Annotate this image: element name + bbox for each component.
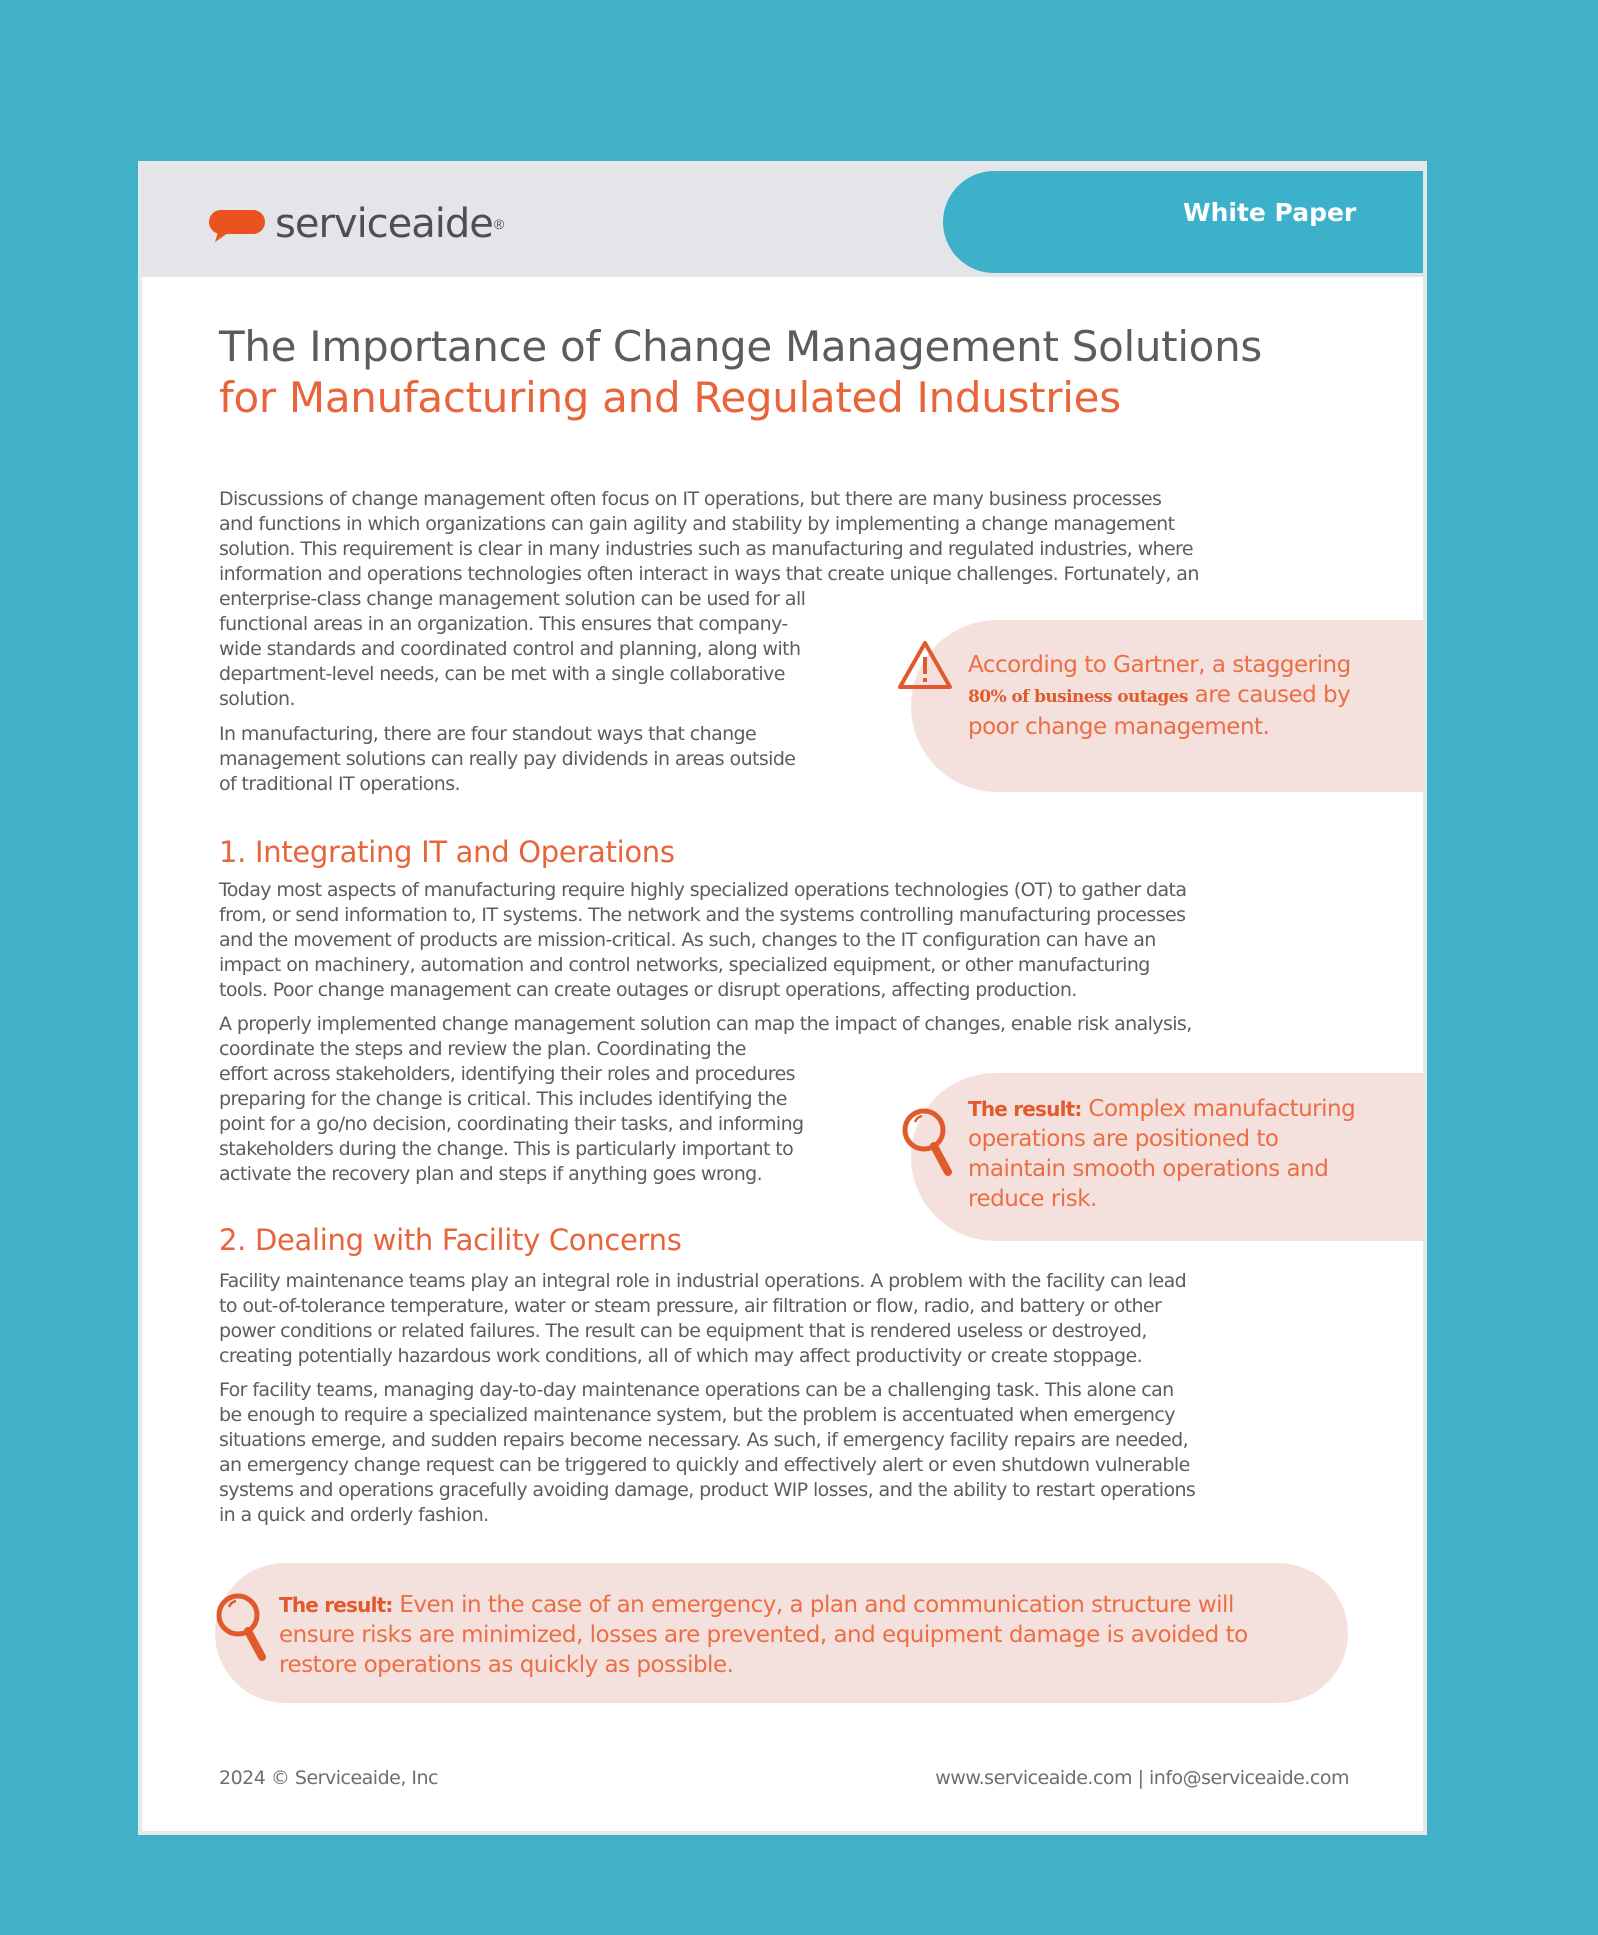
text-line: Today most aspects of manufacturing require highly specialized operations technologies (OT) to gather data [219,879,1187,901]
page-header [142,165,1423,277]
text-line: in a quick and orderly fashion. [219,1504,489,1526]
callout-line-rest: Complex manufacturing [1081,1096,1356,1122]
text-line: to out-of-tolerance temperature, water or steam pressure, air filtration or flow, radio, and battery or other [219,1295,1162,1317]
text-line: and the movement of products are mission-critical. As such, changes to the IT configuration can have an [219,929,1156,951]
text-line: and functions in which organizations can gain agility and stability by implementing a change management [219,513,1175,535]
section-1-paragraph-1 [219,878,1186,1003]
text-line: be enough to require a specialized maintenance system, but the problem is accentuated when emergency [219,1404,1175,1426]
text-line: activate the recovery plan and steps if anything goes wrong. [219,1163,763,1185]
text-line: For facility teams, managing day-to-day maintenance operations can be a challenging task. This alone can [219,1379,1174,1401]
text-line: management solutions can really pay dividends in areas outside [219,748,796,770]
gartner-callout-text [968,650,1351,742]
footer-copyright: 2024 © Serviceaide, Inc [219,1767,438,1789]
result-label: The result: [279,1593,393,1617]
logo-wordmark: serviceaide [275,201,493,247]
text-line: effort across stakeholders, identifying their roles and procedures [219,1063,795,1085]
text-line: systems and operations gracefully avoiding damage, product WIP losses, and the ability to restart operations [219,1479,1196,1501]
footer-contact: www.serviceaide.com | info@serviceaide.com [935,1767,1349,1789]
text-line: wide standards and coordinated control and planning, along with [219,638,801,660]
text-line: an emergency change request can be triggered to quickly and effectively alert or even shutdown vulnerable [219,1454,1190,1476]
badge-label: White Paper [1183,198,1357,227]
text-line: tools. Poor change management can create outages or disrupt operations, affecting production. [219,979,1077,1001]
white-paper-page [138,161,1427,1835]
magnifier-icon [214,1591,268,1665]
text-line: department-level needs, can be met with a single collaborative [219,663,785,685]
text-line: solution. [219,688,295,710]
callout-line: poor change management. [968,714,1270,740]
text-line: In manufacturing, there are four standout ways that change [219,723,757,745]
text-line: information and operations technologies often interact in ways that create unique challenges. Fortunately, an [219,563,1199,585]
text-line: functional areas in an organization. This ensures that company- [219,613,788,635]
callout-line-rest: Even in the case of an emergency, a plan and communication structure will [392,1592,1234,1618]
page-title [219,321,1349,423]
text-line: impact on machinery, automation and control networks, specialized equipment, or other manufacturing [219,954,1150,976]
magnifier-icon [900,1106,954,1180]
text-line: situations emerge, and sudden repairs become necessary. As such, if emergency facility repairs are needed, [219,1429,1189,1451]
text-line: coordinate the steps and review the plan. Coordinating the [219,1038,746,1060]
callout-line: maintain smooth operations and [968,1156,1329,1182]
section-1-heading: 1. Integrating IT and Operations [219,835,675,869]
registered-mark: ® [493,216,505,232]
text-line: solution. This requirement is clear in many industries such as manufacturing and regulated industries, where [219,538,1193,560]
intro-paragraph-2 [219,722,795,797]
title-line-1: The Importance of Change Management Solutions [219,322,1262,371]
text-line: enterprise-class change management solution can be used for all [219,588,806,610]
result-callout-1-text [968,1094,1355,1214]
text-line: point for a go/no decision, coordinating their tasks, and informing [219,1113,804,1135]
section-2-heading: 2. Dealing with Facility Concerns [219,1223,682,1257]
callout-line [968,680,1351,712]
text-line: Discussions of change management often focus on IT operations, but there are many business processes [219,488,1162,510]
section-2-paragraph-2 [219,1378,1195,1528]
warning-icon [897,639,953,691]
text-line: Facility maintenance teams play an integral role in industrial operations. A problem with the facility can lead [219,1270,1187,1292]
text-line: from, or send information to, IT systems. The network and the systems controlling manufacturing processes [219,904,1186,926]
text-line: power conditions or related failures. The result can be equipment that is rendered useless or destroyed, [219,1320,1147,1342]
text-line: preparing for the change is critical. This includes identifying the [219,1088,787,1110]
callout-line: restore operations as quickly as possible. [279,1652,734,1678]
title-line-2: for Manufacturing and Regulated Industries [219,373,1121,422]
callout-emphasis: 80% of business outages [968,687,1188,707]
text-line: creating potentially hazardous work conditions, all of which may affect productivity or create stoppage. [219,1345,1143,1367]
text-line: A properly implemented change management solution can map the impact of changes, enable risk analysis, [219,1013,1192,1035]
result-label: The result: [968,1097,1082,1121]
result-callout-2-text [279,1590,1248,1680]
callout-line: ensure risks are minimized, losses are prevented, and equipment damage is avoided to [279,1622,1248,1648]
text-line: stakeholders during the change. This is particularly important to [219,1138,794,1160]
callout-line: reduce risk. [968,1186,1097,1212]
callout-line: operations are positioned to [968,1126,1279,1152]
document-type-badge [943,171,1427,273]
callout-line: According to Gartner, a staggering [968,652,1351,678]
callout-line-rest: are caused by [1187,682,1351,708]
text-line: of traditional IT operations. [219,773,460,795]
chat-bubble-icon [208,206,266,242]
section-2-paragraph-1 [219,1269,1186,1369]
serviceaide-logo [208,199,504,249]
callout-line [279,1590,1248,1620]
callout-line [968,1094,1355,1124]
